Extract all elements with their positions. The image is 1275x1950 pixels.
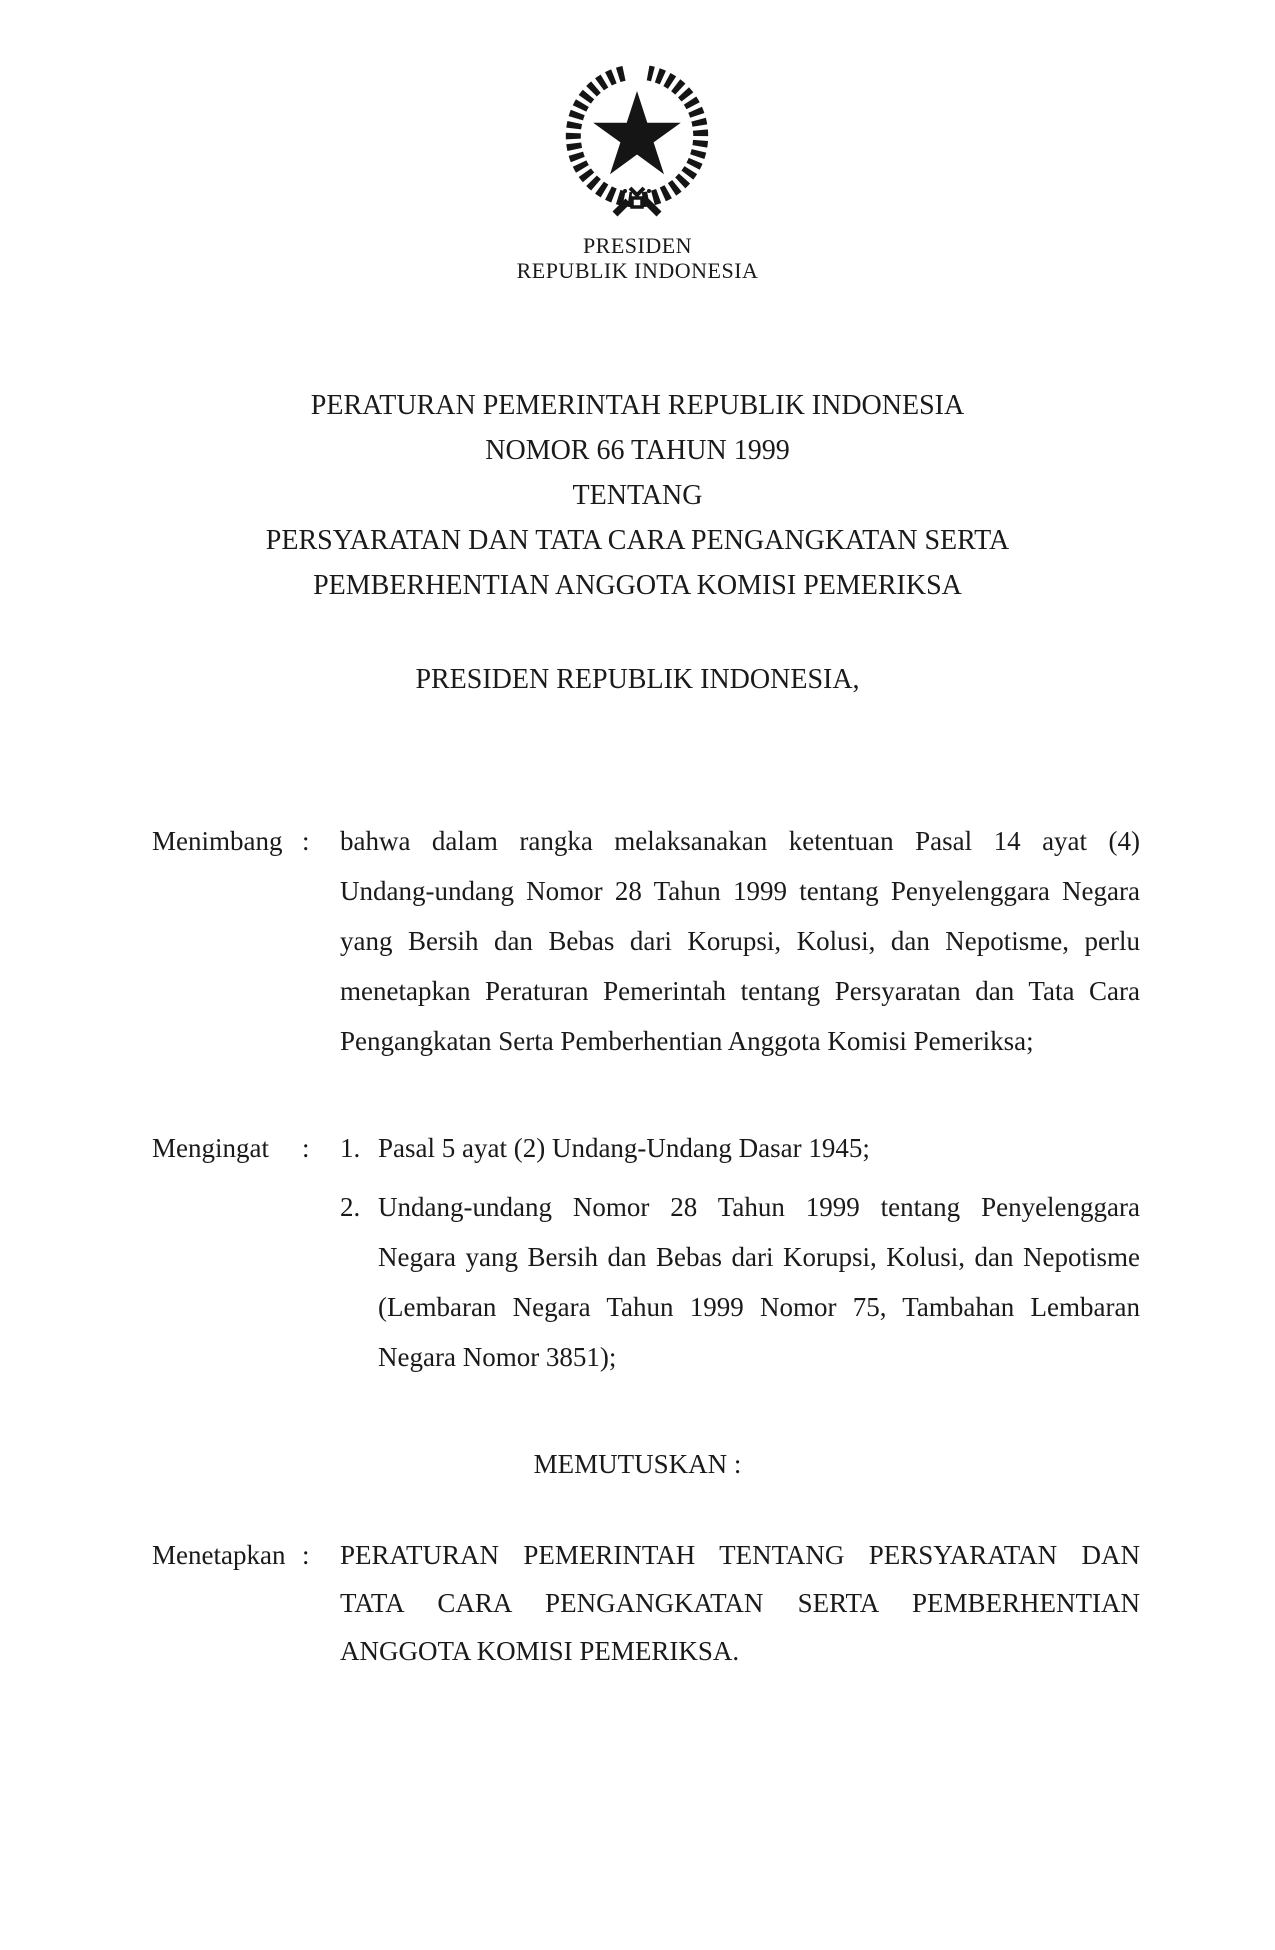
title-line-regulation: PERATURAN PEMERINTAH REPUBLIK INDONESIA [310, 390, 965, 421]
presidential-emblem [559, 52, 717, 220]
star-wreath-emblem-icon [559, 52, 717, 220]
menetapkan-content [340, 1531, 1140, 1675]
menimbang-content [340, 816, 1140, 1066]
menetapkan-label: Menetapkan [152, 1540, 286, 1570]
menetapkan-line: TATA CARA PENGANGKATAN SERTA PEMBERHENTIAN [340, 1588, 1140, 1618]
menetapkan-colon: : [302, 1540, 310, 1570]
letterhead-republik-indonesia: REPUBLIK INDONESIA [516, 258, 759, 283]
mengingat-item-line: (Lembaran Negara Tahun 1999 Nomor 75, Tambahan Lembaran [378, 1292, 1140, 1322]
mengingat-item-2 [340, 1182, 1140, 1382]
menimbang-line: menetapkan Peraturan Pemerintah tentang Persyaratan dan Tata Cara [340, 976, 1140, 1006]
mengingat-item-line: Undang-undang Nomor 28 Tahun 1999 tentang Penyelenggara [378, 1192, 1140, 1222]
title-line-subject-1: PERSYARATAN DAN TATA CARA PENGANGKATAN SERTA [265, 525, 1010, 556]
mengingat-item-2-text [378, 1182, 1140, 1382]
mengingat-item-2-number: 2. [340, 1192, 361, 1222]
title-line-tentang: TENTANG [572, 480, 703, 511]
letterhead [0, 233, 1275, 283]
salutation: PRESIDEN REPUBLIK INDONESIA, [415, 664, 860, 695]
mengingat-item-1 [340, 1123, 1140, 1173]
mengingat-colon: : [302, 1133, 310, 1163]
memutuskan-heading: MEMUTUSKAN : [533, 1449, 742, 1479]
menetapkan-line: ANGGOTA KOMISI PEMERIKSA. [340, 1636, 740, 1666]
menimbang-line: Pengangkatan Serta Pemberhentian Anggota Komisi Pemeriksa; [340, 1026, 1034, 1056]
menimbang-label: Menimbang [152, 826, 283, 856]
title-line-subject-2: PEMBERHENTIAN ANGGOTA KOMISI PEMERIKSA [313, 570, 962, 601]
menimbang-line: Undang-undang Nomor 28 Tahun 1999 tentang Penyelenggara Negara [340, 876, 1140, 906]
title-line-number: NOMOR 66 TAHUN 1999 [485, 435, 790, 466]
menetapkan-line: PERATURAN PEMERINTAH TENTANG PERSYARATAN DAN [340, 1540, 1140, 1570]
mengingat-item-line: Negara yang Bersih dan Bebas dari Korupsi, Kolusi, dan Nepotisme [378, 1242, 1140, 1272]
menimbang-line: yang Bersih dan Bebas dari Korupsi, Kolusi, dan Nepotisme, perlu [340, 926, 1140, 956]
clause-mengingat [152, 1123, 1140, 1382]
clause-menimbang [152, 816, 1140, 1066]
mengingat-content [340, 1123, 1140, 1382]
mengingat-label: Mengingat [152, 1133, 269, 1163]
menimbang-line: bahwa dalam rangka melaksanakan ketentuan Pasal 14 ayat (4) [340, 826, 1140, 856]
mengingat-item-line: Pasal 5 ayat (2) Undang-Undang Dasar 1945; [378, 1133, 870, 1163]
document-title [0, 383, 1275, 608]
mengingat-item-1-number: 1. [340, 1133, 361, 1163]
mengingat-item-1-text [378, 1123, 1140, 1173]
menimbang-colon: : [302, 826, 310, 856]
letterhead-presiden: PRESIDEN [582, 233, 693, 258]
mengingat-item-line: Negara Nomor 3851); [378, 1342, 617, 1372]
clause-menetapkan [152, 1531, 1140, 1675]
